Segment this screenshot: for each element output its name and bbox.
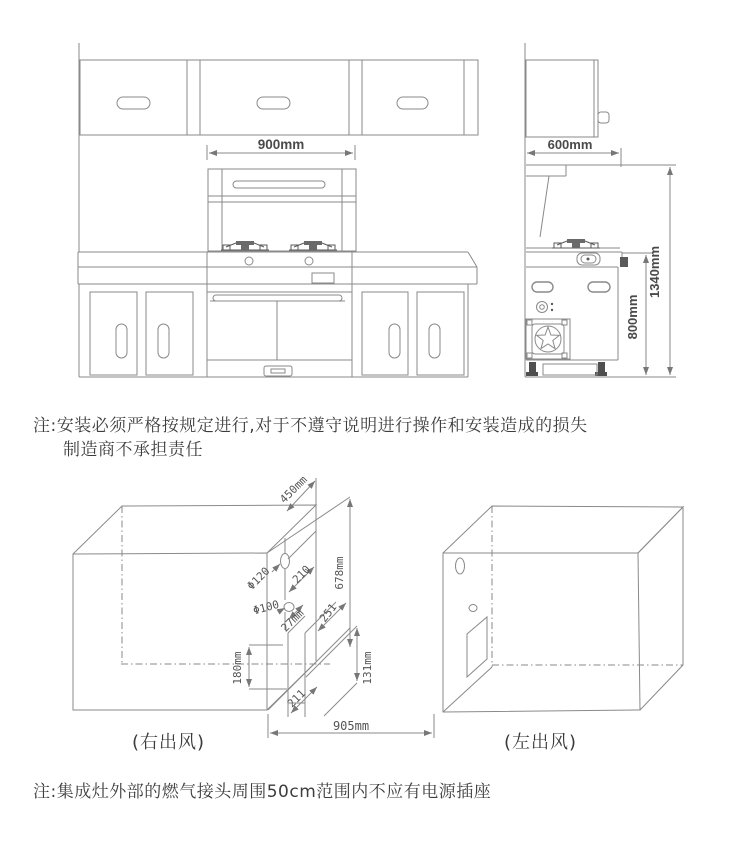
label-678mm: 678mm <box>333 556 346 590</box>
foot <box>598 362 605 373</box>
cabinet-handle <box>117 97 150 109</box>
label-210: 210 <box>289 562 314 587</box>
side-body-height-label: 800mm <box>625 294 640 340</box>
door-handle <box>158 324 169 358</box>
countertop <box>78 252 477 284</box>
side-knob <box>537 302 548 313</box>
cabinet-box <box>73 478 330 710</box>
gas-burner-right <box>289 241 337 250</box>
gas-hole <box>469 605 477 612</box>
cabinet-handle <box>397 97 428 109</box>
label-905mm: 905mm <box>332 719 370 733</box>
note-gas-socket: 注:集成灶外部的燃气接头周围50cm范围内不应有电源插座 <box>33 782 492 802</box>
wall-panel <box>267 497 357 717</box>
label-450mm: 450mm <box>277 473 310 506</box>
door-handle <box>389 324 400 358</box>
door-handle <box>116 324 127 358</box>
wall-cabinets <box>80 60 478 135</box>
exhaust-fan <box>526 319 570 359</box>
note-line: 注:安装必须严格按规定进行,对于不遵守说明进行操作和安装造成的损失 <box>33 416 588 436</box>
door-groove <box>213 295 342 301</box>
cabinet-door <box>90 292 137 375</box>
foot <box>529 362 536 373</box>
gas-burner-left <box>221 241 269 250</box>
label-gas-diameter: Φ100 <box>251 597 281 618</box>
door-handle <box>429 324 440 358</box>
label-180mm: 180mm <box>231 651 244 685</box>
install-right-figure <box>443 506 683 712</box>
control-knob <box>305 257 313 265</box>
cabinet-handle <box>257 97 290 109</box>
cabinet-knob <box>598 112 609 123</box>
dim-180 <box>249 645 287 689</box>
burner-side <box>552 239 600 248</box>
flue-hole <box>456 558 465 574</box>
hood-vent-slot <box>233 181 325 188</box>
cabinet-door <box>362 292 408 375</box>
note-line: 制造商不承担责任 <box>63 440 203 460</box>
stove-front <box>207 252 352 377</box>
control-knob <box>245 257 253 265</box>
range-hood <box>208 169 356 251</box>
side-depth-label: 600mm <box>547 137 593 152</box>
vent-slot <box>532 282 553 292</box>
outlet-cutout <box>467 617 487 677</box>
label-27mm: 27mm <box>278 606 307 635</box>
base-cabinets <box>79 284 468 377</box>
caption-right-outlet: (右出风) <box>132 732 206 753</box>
front-width-label: 900mm <box>257 137 305 152</box>
label-131mm: 131mm <box>361 651 374 685</box>
dim-flue-diameter-leader <box>272 564 280 572</box>
vent-slot <box>588 282 610 292</box>
side-total-height-label: 1340mm <box>647 245 662 299</box>
gas-connector <box>620 257 628 267</box>
label-211: 211 <box>284 686 309 711</box>
label-251: 251 <box>317 601 340 625</box>
display-panel <box>312 273 334 283</box>
caption-left-outlet: (左出风) <box>504 732 578 753</box>
note-installation <box>33 414 588 462</box>
drawer-handle <box>264 366 292 376</box>
flue-hole <box>281 554 290 569</box>
front-view <box>78 43 478 377</box>
wall-cabinet-side <box>526 60 609 137</box>
label-flue-diameter: Φ120 <box>244 564 273 593</box>
side-view <box>525 43 676 377</box>
